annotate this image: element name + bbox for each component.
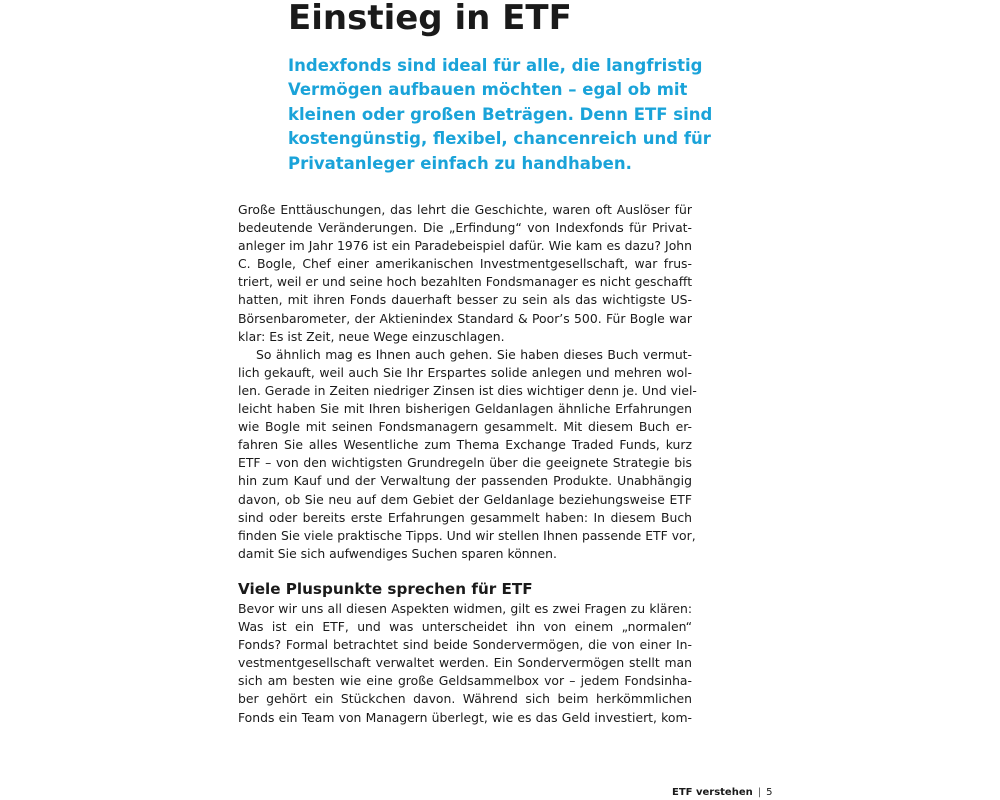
lead-line: kostengünstig, flexibel, chancenreich und für: [288, 129, 711, 149]
body-line: Fonds ein Team von Managern überlegt, wie es das Geld investiert, kom-: [238, 709, 692, 725]
body-line: Große Enttäuschungen, das lehrt die Geschichte, waren oft Auslöser für: [238, 202, 692, 217]
body-line: sind oder bereits erste Erfahrungen gesammelt haben: In diesem Buch: [238, 509, 692, 525]
body-line: damit Sie sich aufwendiges Suchen sparen können.: [238, 545, 557, 561]
body-line: bedeutende Veränderungen. Die „Erfindung“ von Indexfonds für Privat-: [238, 220, 692, 236]
body-line: anleger im Jahr 1976 ist ein Paradebeispiel dafür. Wie kam es dazu? John: [238, 238, 692, 254]
section-body: [238, 600, 692, 727]
body-line: triert, weil er und seine hoch bezahlten Fondsmanager es nicht geschafft: [238, 274, 693, 290]
body-line: Was ist ein ETF, und was unterscheidet ihn von einem „normalen“: [238, 619, 692, 635]
body-line: finden Sie viele praktische Tipps. Und wir stellen Ihnen passende ETF vor,: [238, 527, 696, 543]
body-line: So ähnlich mag es Ihnen auch gehen. Sie haben dieses Buch vermut-: [256, 346, 692, 362]
body-line: hatten, mit ihren Fonds dauerhaft besser zu sein als das wichtigste US-: [238, 292, 692, 308]
lead-line: Vermögen aufbauen möchten – egal ob mit: [288, 80, 688, 100]
page-number: 5: [766, 787, 773, 798]
lead-line: Privatanleger einfach zu handhaben.: [288, 153, 632, 173]
body-line: sich am besten wie eine große Geldsammelbox vor – jedem Fondsinha-: [238, 673, 692, 689]
body-line: fahren Sie alles Wesentliche zum Thema Exchange Traded Funds, kurz: [238, 437, 692, 453]
body-line: len. Gerade in Zeiten niedriger Zinsen ist dies wichtiger denn je. Und viel-: [238, 382, 697, 398]
body-line: ber gehört ein Stückchen davon. Während sich beim herkömmlichen: [238, 691, 692, 707]
page-footer: [672, 786, 772, 799]
body-line: vestmentgesellschaft verwaltet werden. Ein Sondervermögen stellt man: [238, 655, 692, 671]
body-line: Fonds? Formal betrachtet sind beide Sondervermögen, die von einer In-: [238, 637, 692, 653]
footer-separator: |: [757, 787, 762, 798]
body-line: Börsenbarometer, der Aktienindex Standard & Poor’s 500. Für Bogle war: [238, 310, 692, 326]
footer-book-title: ETF verstehen: [672, 787, 753, 798]
page-title: Einstieg in ETF: [288, 0, 572, 38]
body-line: hin zum Kauf und der Verwaltung der passenden Produkte. Unabhängig: [238, 473, 692, 489]
body-line: C. Bogle, Chef einer amerikanischen Investmentgesellschaft, war frus-: [238, 256, 692, 272]
lead-paragraph: [288, 54, 713, 176]
body-line: ETF – von den wichtigsten Grundregeln über die geeignete Strategie bis: [238, 455, 692, 471]
section-heading: Viele Pluspunkte sprechen für ETF: [238, 580, 533, 598]
body-line: wie Bogle mit seinen Fondsmanagern gesammelt. Mit diesem Buch er-: [238, 419, 692, 435]
body-line: davon, ob Sie neu auf dem Gebiet der Geldanlage beziehungsweise ETF: [238, 491, 692, 507]
body-line: Bevor wir uns all diesen Aspekten widmen, gilt es zwei Fragen zu klären:: [238, 601, 692, 616]
lead-line: Indexfonds sind ideal für alle, die langfristig: [288, 56, 703, 75]
body-line: lich gekauft, weil auch Sie Ihr Erspartes solide anlegen und mehren wol-: [238, 364, 692, 380]
lead-line: kleinen oder großen Beträgen. Denn ETF sind: [288, 104, 713, 124]
body-line: klar: Es ist Zeit, neue Wege einzuschlagen.: [238, 328, 505, 344]
intro-body: [238, 201, 697, 563]
body-line: leicht haben Sie mit Ihren bisherigen Geldanlagen ähnliche Erfahrungen: [238, 401, 692, 417]
